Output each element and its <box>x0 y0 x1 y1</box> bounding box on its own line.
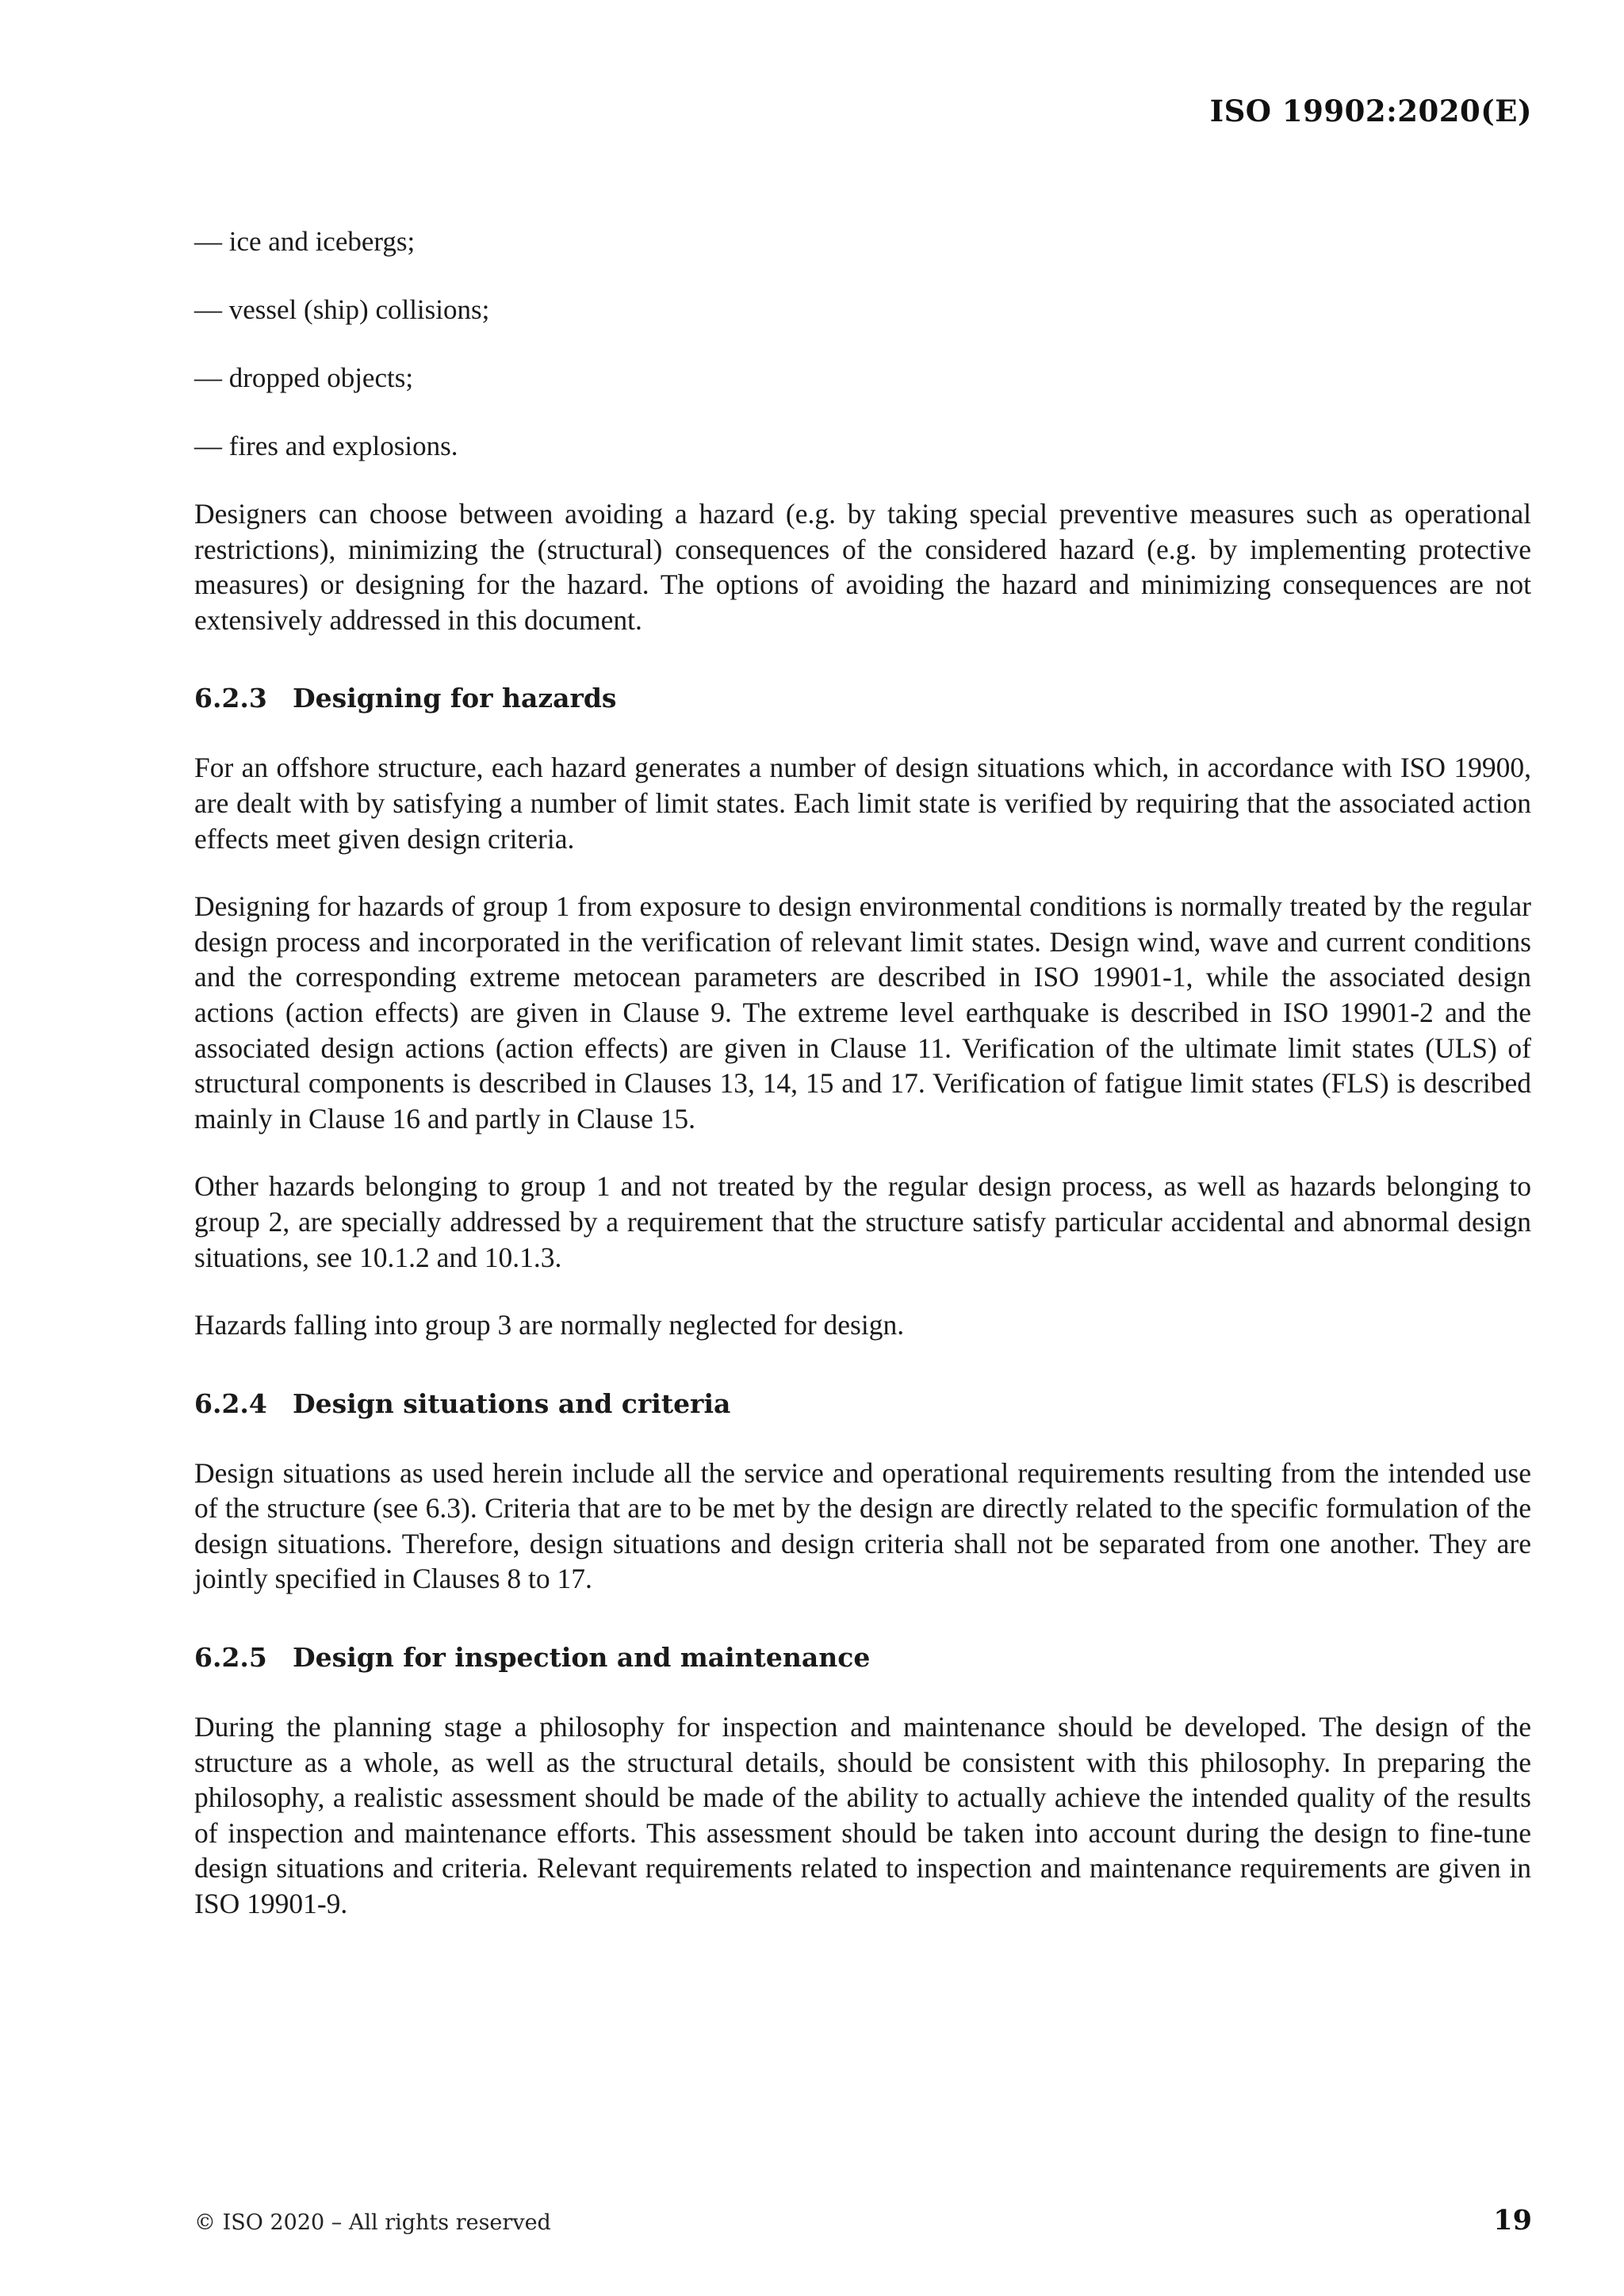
section-number: 6.2.4 <box>194 1387 267 1419</box>
section-title: Designing for hazards <box>293 683 617 714</box>
document-id-header: ISO 19902:2020(E) <box>1209 94 1532 128</box>
page-number: 19 <box>1493 2204 1532 2237</box>
list-item: — vessel (ship) collisions; <box>194 294 490 325</box>
list-item: — ice and icebergs; <box>194 226 416 257</box>
paragraph: Other hazards belonging to group 1 and not treated by the regular design process, as well as hazards belonging to group 2, are specially addressed by a requirement that the structure satisfy particular accidental and abnormal design situations, see 10.1.2 and 10.1.3. <box>194 1170 1531 1273</box>
copyright-notice: © ISO 2020 – All rights reserved <box>194 2210 551 2235</box>
list-item: — dropped objects; <box>194 362 414 393</box>
paragraph: Hazards falling into group 3 are normally neglected for design. <box>194 1309 905 1341</box>
section-number: 6.2.3 <box>194 683 267 714</box>
section-title: Design situations and criteria <box>293 1387 731 1419</box>
list-item: — fires and explosions. <box>194 430 458 461</box>
section-title: Design for inspection and maintenance <box>293 1642 871 1674</box>
page-content <box>194 224 1531 1954</box>
section-heading-6-2-4 <box>194 1387 1531 1422</box>
section-number: 6.2.5 <box>194 1642 267 1674</box>
section-heading-6-2-5 <box>194 1640 1531 1675</box>
paragraph: During the planning stage a philosophy for inspection and maintenance should be developed. The design of the structure as a whole, as well as the structural details, should be consistent with this philosophy. In preparing the philosophy, a realistic assessment should be made of the ability to actually achieve the intended quality of the results of inspection and maintenance efforts. This assessment should be taken into account during the design to fine-tune design situations and criteria. Relevant requirements related to inspection and maintenance requirements are given in ISO 19901-9. <box>194 1711 1531 1920</box>
paragraph: Designing for hazards of group 1 from exposure to design environmental conditions is normally treated by the regular design process and incorporated in the verification of relevant limit states. Design wind, wave and current conditions and the corresponding extreme metocean parameters are described in ISO 19901-1, while the associated design actions (action effects) are given in Clause 9. The extreme level earthquake is described in ISO 19901-2 and the associated design actions (action effects) are given in Clause 11. Verification of the ultimate limit states (ULS) of structural components is described in Clauses 13, 14, 15 and 17. Verification of fatigue limit states (FLS) is described mainly in Clause 16 and partly in Clause 15. <box>194 890 1531 1135</box>
paragraph: Design situations as used herein include all the service and operational requirements resulting from the intended use of the structure (see 6.3). Criteria that are to be met by the design are directly related to the specific formulation of the design situations. Therefore, design situations and design criteria shall not be separated from one another. They are jointly specified in Clauses 8 to 17. <box>194 1456 1531 1595</box>
intro-paragraph: Designers can choose between avoiding a hazard (e.g. by taking special preventive measures such as operational restrictions), minimizing the (structural) consequences of the considered hazard (e.g. by implementing protective measures) or designing for the hazard. The options of avoiding the hazard and minimizing consequences are not extensively addressed in this document. <box>194 498 1531 636</box>
paragraph: For an offshore structure, each hazard generates a number of design situations which, in accordance with ISO 19900, are dealt with by satisfying a number of limit states. Each limit state is verified by requiring that the associated action effects meet given design criteria. <box>194 752 1531 855</box>
section-heading-6-2-3 <box>194 681 1531 716</box>
